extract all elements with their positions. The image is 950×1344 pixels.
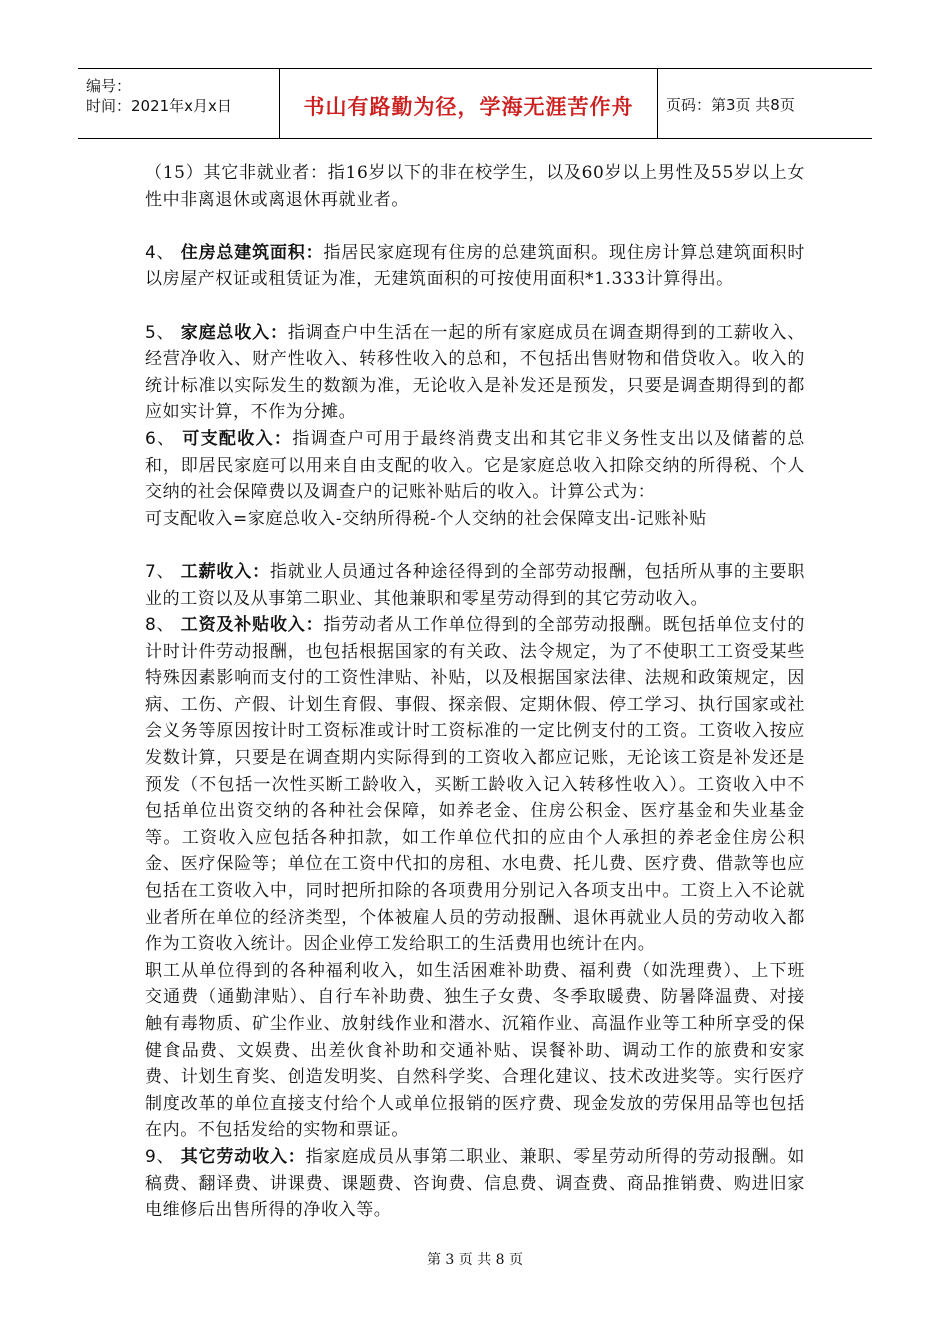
- paragraph-number: 5、: [145, 322, 181, 343]
- paragraph-6-disposable-income: [145, 426, 805, 506]
- paragraph-number: 7、: [145, 561, 181, 582]
- formula-text: 可支配收入=家庭总收入-交纳所得税-个人交纳的社会保障支出-记账补贴: [145, 508, 707, 529]
- header-motto: 书山有路勤为径，学海无涯苦作舟: [303, 95, 634, 119]
- paragraph-text: 指居民家庭现有住房的总建筑面积。现住房计算总建筑面积时以房屋产权证或租赁证为准，无建筑面积的可按使用面积*1.333计算得出。: [145, 242, 805, 290]
- paragraph-spacer: [145, 293, 805, 320]
- document-number-label: 编号：: [86, 77, 132, 95]
- paragraph-spacer: [145, 532, 805, 559]
- paragraph-term: 住房总建筑面积：: [180, 242, 324, 263]
- paragraph-number: 4、: [145, 242, 181, 263]
- header-page-cell: [658, 69, 872, 138]
- paragraph-4-housing-area: [145, 240, 805, 293]
- paragraph-15-non-employed: [145, 160, 805, 213]
- paragraph-text: 指劳动者从工作单位得到的全部劳动报酬。既包括单位支付的计时计件劳动报酬，也包括根据国家的有关政、法令规定，为了不使职工工资受某些特殊因素影响而支付的工资性津贴、补贴，以及根据国家法律、法规和政策规定，因病、工伤、产假、计划生育假、事假、探亲假、定期休假、停工学习、执行国家或社会义务等原因按计时工资标准或计时工资标准的一定比例支付的工资。工资收入按应发数计算，只要是在调查期内实际得到的工资收入都应记账，无论该工资是补发还是预发（不包括一次性买断工龄收入，买断工龄收入记入转移性收入）。工资收入中不包括单位出资交纳的各种社会保障，如养老金、住房公积金、医疗基金和失业基金等。工资收入应包括各种扣款，如工作单位代扣的应由个人承担的养老金住房公积金、医疗保险等；单位在工资中代扣的房租、水电费、托儿费、医疗费、借款等也应包括在工资收入中，同时把所扣除的各项费用分别记入各项支出中。工资上入不论就业者所在单位的经济类型，个体被雇人员的劳动报酬、退休再就业人员的劳动收入都作为工资收入统计。因企业停工发给职工的生活费用也统计在内。: [145, 615, 805, 955]
- paragraph-welfare-income: [145, 958, 805, 1144]
- page-header: [78, 68, 872, 139]
- paragraph-term: 工资及补贴收入：: [180, 615, 324, 636]
- header-motto-cell: [280, 69, 658, 138]
- paragraph-text: （15）其它非就业者：指16岁以下的非在校学生，以及60岁以上男性及55岁以上女性中非离退休或离退休再就业者。: [145, 163, 805, 210]
- header-page-info: 页码：第3页 共8页: [666, 96, 795, 114]
- paragraph-term: 可支配收入：: [182, 428, 293, 449]
- paragraph-formula: [145, 506, 805, 533]
- paragraph-text: 指家庭成员从事第二职业、兼职、零星劳动所得的劳动报酬。如稿费、翻译费、讲课费、课题费、咨询费、信息费、调查费、商品推销费、购进旧家电维修后出售所得的净收入等。: [145, 1146, 805, 1221]
- paragraph-text: 职工从单位得到的各种福利收入，如生活困难补助费、福利费（如洗理费）、上下班交通费（通勤津贴）、自行车补助费、独生子女费、冬季取暖费、防暑降温费、对接触有毒物质、矿尘作业、放射线作业和潜水、沉箱作业、高温作业等工种所享受的保健食品费、文娱费、出差伙食补助和交通补贴、误餐补助、调动工作的旅费和安家费、计划生育奖、创造发明奖、自然科学奖、合理化建议、技术改进奖等。实行医疗制度改革的单位直接支付给个人或单位报销的医疗费、现金发放的劳保用品等也包括在内。不包括发给的实物和票证。: [145, 960, 805, 1141]
- paragraph-term: 工薪收入：: [180, 561, 270, 582]
- paragraph-number: 6、: [145, 428, 183, 449]
- paragraph-8-salary-subsidy: [145, 612, 805, 958]
- document-time-label: 时间：2021年x月x日: [86, 97, 232, 115]
- paragraph-9-other-labor-income: [145, 1144, 805, 1224]
- paragraph-text: 指就业人员通过各种途径得到的全部劳动报酬，包括所从事的主要职业的工资以及从事第二职业、其他兼职和零星劳动得到的其它劳动收入。: [145, 561, 805, 609]
- paragraph-text: 指调查户可用于最终消费支出和其它非义务性支出以及储蓄的总和，即居民家庭可以用来自由支配的收入。它是家庭总收入扣除交纳的所得税、个人交纳的社会保障费以及调查户的记账补贴后的收入。计算公式为：: [145, 428, 805, 503]
- paragraph-term: 家庭总收入：: [180, 322, 288, 343]
- paragraph-number: 8、: [145, 615, 181, 636]
- paragraph-7-wage-income: [145, 559, 805, 612]
- paragraph-number: 9、: [145, 1146, 181, 1167]
- header-meta-cell: [78, 69, 280, 138]
- paragraph-5-total-income: [145, 320, 805, 426]
- paragraph-text: 指调查户中生活在一起的所有家庭成员在调查期得到的工薪收入、经营净收入、财产性收入、转移性收入的总和，不包括出售财物和借贷收入。收入的统计标准以实际发生的数额为准，无论收入是补发还是预发，只要是调查期得到的都应如实计算，不作为分摊。: [145, 322, 805, 423]
- paragraph-term: 其它劳动收入：: [180, 1146, 306, 1167]
- page-footer: 第 3 页 共 8 页: [426, 1252, 524, 1268]
- paragraph-spacer: [145, 213, 805, 240]
- document-body: [145, 160, 805, 1224]
